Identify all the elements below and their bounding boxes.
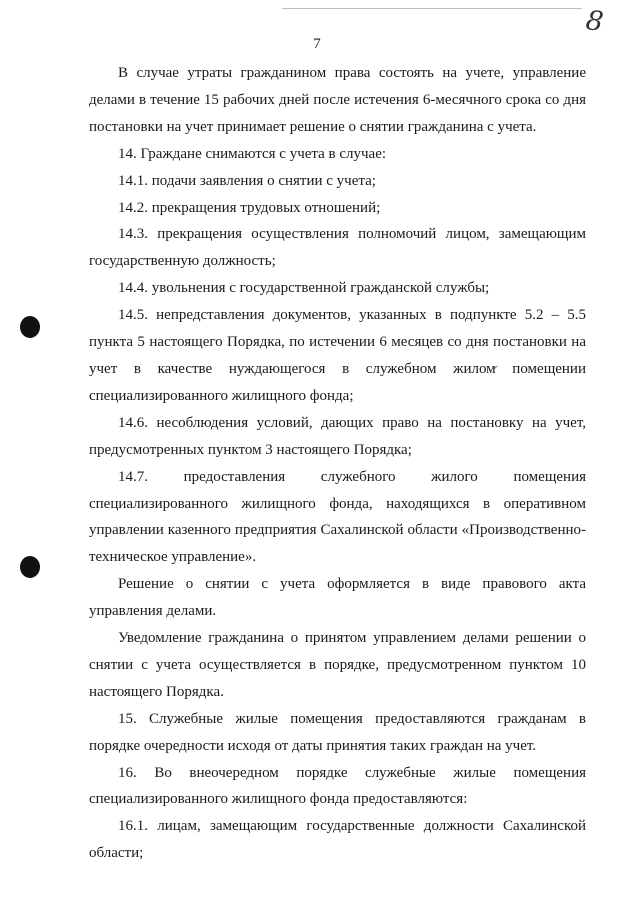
paragraph-14-6: 14.6. несоблюдения условий, дающих право на постановку на учет, предусмотренных пунктом 3 настоящего Порядка; bbox=[89, 414, 586, 458]
paragraph-notification: Уведомление гражданина о принятом управлением делами решении о снятии с учета осуществляется в порядке, предусмотренном пунктом 10 настоящего Порядка. bbox=[89, 630, 586, 700]
paragraph-14-2: 14.2. прекращения трудовых отношений; bbox=[118, 199, 381, 216]
paragraph-14-4: 14.4. увольнения с государственной гражданской службы; bbox=[118, 280, 490, 297]
paragraph-14-5: 14.5. непредставления документов, указанных в подпункте 5.2 – 5.5 пункта 5 настоящего Порядка, по истечении 6 месяцев со дня постановки на учет в качестве нуждающегося в служебном жилом помещении специализированного жилищного фонда; bbox=[89, 307, 586, 404]
punch-hole-bottom bbox=[20, 556, 40, 578]
paragraph-15: 15. Служебные жилые помещения предоставляются гражданам в порядке очередности исходя от даты принятия таких граждан на учет. bbox=[89, 710, 586, 754]
paragraph-loss-of-right: В случае утраты гражданином права состоять на учете, управление делами в течение 15 рабочих дней после истечения 6-месячного срока со дня постановки на учет принимает решение о снятии гражданина с учета. bbox=[89, 65, 586, 135]
paragraph-16: 16. Во внеочередном порядке служебные жилые помещения специализированного жилищного фонда предоставляются: bbox=[89, 764, 586, 808]
paragraph-14-3: 14.3. прекращения осуществления полномочий лицом, замещающим государственную должность; bbox=[89, 226, 586, 270]
paragraph-16-1: 16.1. лицам, замещающим государственные должности Сахалинской области; bbox=[89, 818, 586, 862]
paragraph-14: 14. Граждане снимаются с учета в случае: bbox=[118, 145, 387, 162]
page-number: 7 bbox=[313, 36, 321, 52]
handwritten-page-number: 8 bbox=[583, 4, 606, 39]
top-border-line bbox=[282, 8, 582, 9]
paragraph-14-1: 14.1. подачи заявления о снятии с учета; bbox=[118, 172, 376, 189]
document-body bbox=[89, 60, 586, 867]
punch-hole-top bbox=[20, 316, 40, 338]
paragraph-removal-decision: Решение о снятии с учета оформляется в виде правового акта управления делами. bbox=[89, 576, 586, 620]
paragraph-14-7: 14.7. предоставления служебного жилого помещения специализированного жилищного фонда, находящихся в оперативном управлении казенного предприятия Сахалинской области «Производственно-техническое управление». bbox=[89, 468, 586, 566]
